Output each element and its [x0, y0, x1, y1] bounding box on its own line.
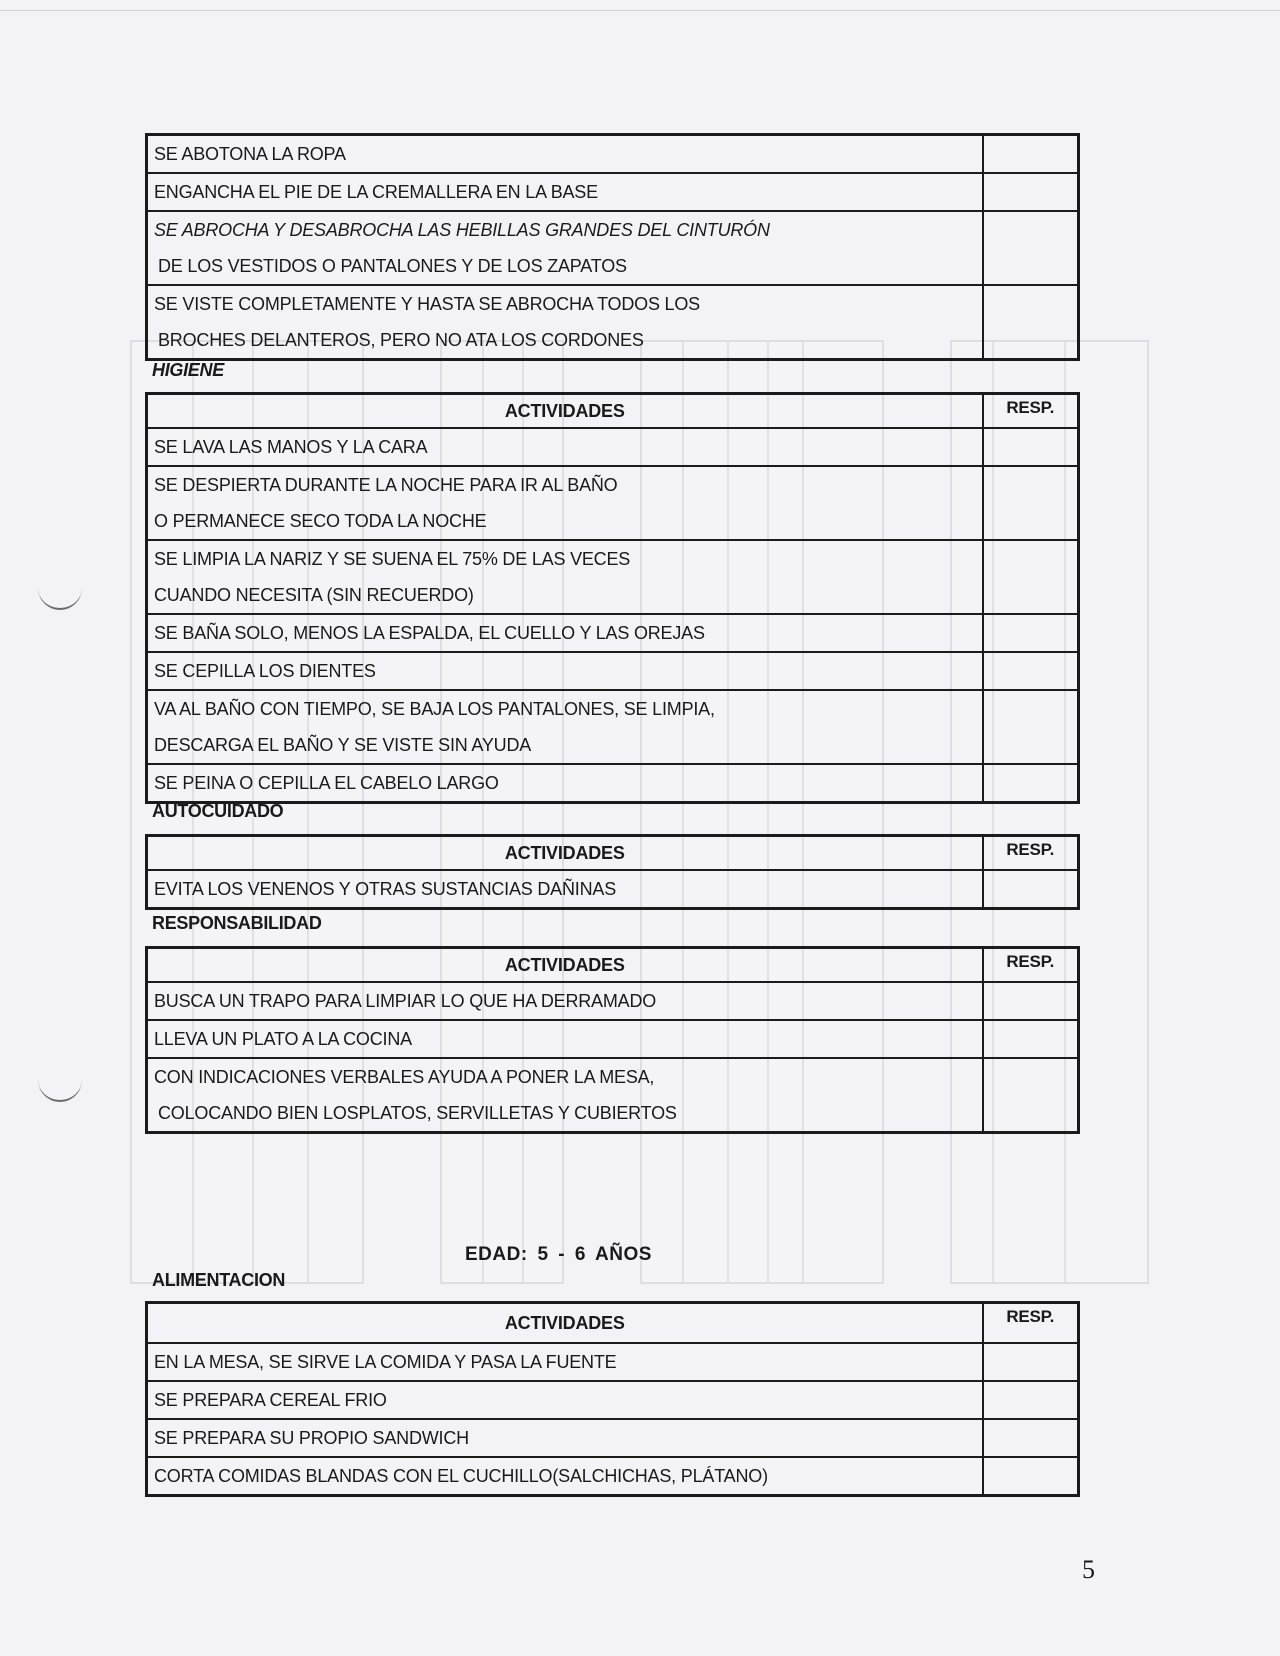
alimentacion-table	[145, 1301, 1077, 1497]
table-row	[147, 285, 1079, 360]
section-title-responsabilidad: RESPONSABILIDAD	[152, 913, 322, 933]
table-header-row	[147, 1303, 1079, 1344]
table-row	[147, 1343, 1079, 1381]
resp-cell[interactable]	[983, 540, 1079, 614]
resp-cell[interactable]	[983, 1381, 1079, 1419]
activity-cell: SE VISTE COMPLETAMENTE Y HASTA SE ABROCHA TODOS LOS BROCHES DELANTEROS, PERO NO ATA LOS CORDONES	[147, 285, 983, 360]
activity-cell: SE CEPILLA LOS DIENTES	[147, 652, 983, 690]
activity-cell: SE PREPARA CEREAL FRIO	[147, 1381, 983, 1419]
table-row	[147, 1058, 1079, 1133]
table-row	[147, 428, 1079, 466]
table-row	[147, 135, 1079, 174]
activity-cell: SE DESPIERTA DURANTE LA NOCHE PARA IR AL BAÑO O PERMANECE SECO TODA LA NOCHE	[147, 466, 983, 540]
table-row	[147, 211, 1079, 285]
resp-cell[interactable]	[983, 764, 1079, 803]
activity-cell: CORTA COMIDAS BLANDAS CON EL CUCHILLO(SALCHICHAS, PLÁTANO)	[147, 1457, 983, 1496]
table-row	[147, 614, 1079, 652]
section-title-autocuidado: AUTOCUIDADO	[152, 801, 284, 821]
resp-cell[interactable]	[983, 614, 1079, 652]
activity-cell: CON INDICACIONES VERBALES AYUDA A PONER LA MESA, COLOCANDO BIEN LOSPLATOS, SERVILLETAS Y CUBIERTOS	[147, 1058, 983, 1133]
table-row	[147, 466, 1079, 540]
table-header-row	[147, 394, 1079, 429]
activity-cell: LLEVA UN PLATO A LA COCINA	[147, 1020, 983, 1058]
activity-cell: SE PREPARA SU PROPIO SANDWICH	[147, 1419, 983, 1457]
page-top-edge	[0, 10, 1280, 11]
higiene-table	[145, 392, 1077, 804]
table-row	[147, 764, 1079, 803]
activities-header: ACTIVIDADES	[147, 1303, 983, 1344]
activity-cell: VA AL BAÑO CON TIEMPO, SE BAJA LOS PANTALONES, SE LIMPIA, DESCARGA EL BAÑO Y SE VISTE SIN AYUDA	[147, 690, 983, 764]
punch-hole-mark	[38, 586, 82, 610]
table-row	[147, 540, 1079, 614]
table-row	[147, 1381, 1079, 1419]
activity-cell: EN LA MESA, SE SIRVE LA COMIDA Y PASA LA FUENTE	[147, 1343, 983, 1381]
table-row	[147, 870, 1079, 909]
page-number: 5	[1082, 1555, 1095, 1584]
activities-header: ACTIVIDADES	[147, 836, 983, 871]
resp-cell[interactable]	[983, 1020, 1079, 1058]
autocuidado-table	[145, 834, 1077, 910]
table-row	[147, 652, 1079, 690]
activity-cell: SE ABROCHA Y DESABROCHA LAS HEBILLAS GRANDES DEL CINTURÓN DE LOS VESTIDOS O PANTALONES Y DE LOS ZAPATOS	[147, 211, 983, 285]
activity-cell: BUSCA UN TRAPO PARA LIMPIAR LO QUE HA DERRAMADO	[147, 982, 983, 1020]
activities-header: ACTIVIDADES	[147, 394, 983, 429]
resp-header: RESP.	[983, 836, 1079, 871]
resp-header: RESP.	[983, 394, 1079, 429]
resp-cell[interactable]	[983, 211, 1079, 285]
table-row	[147, 1457, 1079, 1496]
resp-cell[interactable]	[983, 982, 1079, 1020]
resp-cell[interactable]	[983, 428, 1079, 466]
activity-cell: SE PEINA O CEPILLA EL CABELO LARGO	[147, 764, 983, 803]
resp-cell[interactable]	[983, 870, 1079, 909]
activity-cell: ENGANCHA EL PIE DE LA CREMALLERA EN LA BASE	[147, 173, 983, 211]
resp-cell[interactable]	[983, 652, 1079, 690]
resp-cell[interactable]	[983, 1343, 1079, 1381]
table-row	[147, 982, 1079, 1020]
resp-cell[interactable]	[983, 690, 1079, 764]
table-header-row	[147, 948, 1079, 983]
section-title-higiene: HIGIENE	[152, 360, 224, 380]
responsabilidad-table	[145, 946, 1077, 1134]
resp-cell[interactable]	[983, 1058, 1079, 1133]
continuation-table	[145, 133, 1077, 361]
resp-cell[interactable]	[983, 466, 1079, 540]
resp-cell[interactable]	[983, 173, 1079, 211]
table-row	[147, 690, 1079, 764]
punch-hole-mark	[38, 1078, 82, 1102]
resp-cell[interactable]	[983, 285, 1079, 360]
age-heading: EDAD: 5 - 6 AÑOS	[465, 1244, 652, 1265]
section-title-alimentacion: ALIMENTACION	[152, 1270, 286, 1290]
resp-header: RESP.	[983, 1303, 1079, 1344]
activity-cell: SE LIMPIA LA NARIZ Y SE SUENA EL 75% DE LAS VECES CUANDO NECESITA (SIN RECUERDO)	[147, 540, 983, 614]
resp-cell[interactable]	[983, 135, 1079, 174]
table-header-row	[147, 836, 1079, 871]
activity-cell: SE BAÑA SOLO, MENOS LA ESPALDA, EL CUELLO Y LAS OREJAS	[147, 614, 983, 652]
activity-cell: SE LAVA LAS MANOS Y LA CARA	[147, 428, 983, 466]
resp-cell[interactable]	[983, 1457, 1079, 1496]
activity-cell: EVITA LOS VENENOS Y OTRAS SUSTANCIAS DAÑINAS	[147, 870, 983, 909]
table-row	[147, 1419, 1079, 1457]
activity-cell: SE ABOTONA LA ROPA	[147, 135, 983, 174]
table-row	[147, 1020, 1079, 1058]
activities-header: ACTIVIDADES	[147, 948, 983, 983]
resp-header: RESP.	[983, 948, 1079, 983]
table-row	[147, 173, 1079, 211]
resp-cell[interactable]	[983, 1419, 1079, 1457]
